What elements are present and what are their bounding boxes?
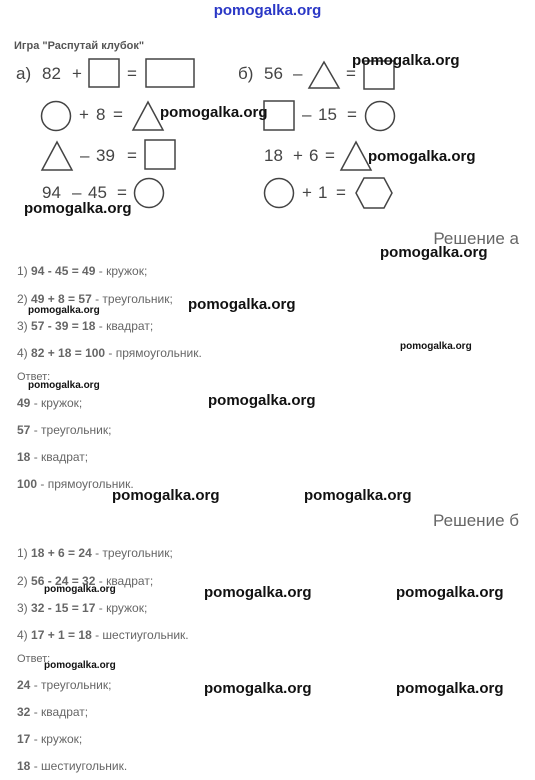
operator: – (302, 105, 312, 124)
square-shape (88, 58, 120, 88)
number: 45 (88, 183, 107, 202)
solution-b-heading: Решение б (433, 511, 519, 530)
solution-b-answer-2: 32 - квадрат; (17, 705, 89, 719)
operator: – (72, 183, 82, 202)
operator: + (79, 105, 89, 124)
circle-shape (263, 177, 295, 209)
watermark: pomogalka.org (160, 104, 268, 121)
operator: + (72, 64, 82, 83)
watermark: pomogalka.org (380, 244, 488, 261)
watermark: pomogalka.org (204, 584, 312, 601)
equals: = (347, 105, 357, 124)
watermark: pomogalka.org (44, 584, 116, 595)
number: 6 (309, 146, 319, 165)
operator: + (293, 146, 303, 165)
number: 82 (42, 64, 61, 83)
watermark: pomogalka.org (208, 392, 316, 409)
solution-b-answer-1: 24 - треугольник; (17, 678, 112, 692)
watermark: pomogalka.org (28, 380, 100, 391)
watermark: pomogalka.org (112, 487, 220, 504)
solution-a-answer-3: 18 - квадрат; (17, 450, 89, 464)
solution-a-step-2: 2) 49 + 8 = 57 - треугольник; (17, 292, 173, 306)
operator: – (293, 64, 303, 83)
watermark: pomogalka.org (188, 296, 296, 313)
task-title: Игра "Распутай клубок" (14, 40, 145, 52)
solution-a-step-1: 1) 94 - 45 = 49 - кружок; (17, 264, 148, 278)
number: 15 (318, 105, 337, 124)
label-a: а) (16, 64, 32, 83)
solution-b-answer-label: Ответ: (17, 653, 51, 665)
watermark: pomogalka.org (44, 660, 116, 671)
equals: = (127, 146, 137, 165)
hexagon-shape (354, 176, 394, 210)
square-shape (263, 100, 295, 131)
number: 8 (96, 105, 106, 124)
label-b: б) (238, 64, 254, 83)
watermark: pomogalka.org (352, 52, 460, 69)
rectangle-shape (145, 58, 195, 88)
solution-a-step-4: 4) 82 + 18 = 100 - прямоугольник. (17, 346, 202, 360)
solution-a-heading: Решение а (433, 229, 519, 248)
equals: = (346, 64, 356, 83)
operator: + (302, 183, 312, 202)
equals: = (113, 105, 123, 124)
operator: – (80, 146, 90, 165)
solution-b-answer-4: 18 - шестиугольник. (17, 759, 128, 773)
square-shape (144, 139, 176, 170)
solution-a-answer-2: 57 - треугольник; (17, 423, 112, 437)
solution-b-step-4: 4) 17 + 1 = 18 - шестиугольник. (17, 628, 189, 642)
watermark: pomogalka.org (204, 680, 312, 697)
solution-b-answer-3: 17 - кружок; (17, 732, 83, 746)
solution-b-step-3: 3) 32 - 15 = 17 - кружок; (17, 601, 148, 615)
equals: = (117, 183, 127, 202)
site-watermark-top: pomogalka.org (213, 2, 322, 19)
equals: = (127, 64, 137, 83)
equals: = (325, 146, 335, 165)
watermark: pomogalka.org (400, 341, 472, 352)
number: 18 (264, 146, 283, 165)
number: 39 (96, 146, 115, 165)
watermark: pomogalka.org (396, 680, 504, 697)
circle-shape (133, 177, 165, 209)
solution-b-step-1: 1) 18 + 6 = 24 - треугольник; (17, 546, 173, 560)
number: 94 (42, 183, 61, 202)
watermark: pomogalka.org (304, 487, 412, 504)
watermark: pomogalka.org (24, 200, 132, 217)
equals: = (336, 183, 346, 202)
solution-a-answer-1: 49 - кружок; (17, 396, 83, 410)
solution-a-answer-label: Ответ: (17, 371, 51, 383)
watermark: pomogalka.org (368, 148, 476, 165)
circle-shape (40, 100, 72, 132)
solution-a-answer-4: 100 - прямоугольник. (17, 477, 134, 491)
solution-b-step-2: 2) 56 - 24 = 32 - квадрат; (17, 574, 154, 588)
number: 56 (264, 64, 283, 83)
triangle-shape (307, 60, 341, 90)
circle-shape (364, 100, 396, 132)
watermark: pomogalka.org (396, 584, 504, 601)
triangle-shape (40, 140, 74, 172)
watermark: pomogalka.org (28, 305, 100, 316)
number: 1 (318, 183, 328, 202)
solution-a-step-3: 3) 57 - 39 = 18 - квадрат; (17, 319, 154, 333)
